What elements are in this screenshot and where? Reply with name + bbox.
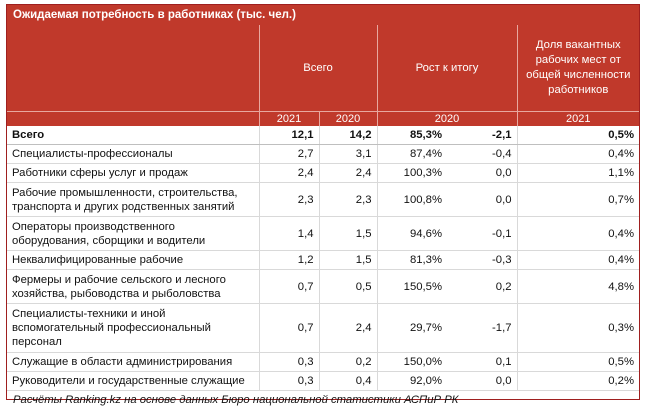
- data-table: [7, 25, 639, 391]
- table-container: [6, 4, 640, 406]
- row-value-2020: 2,4: [319, 304, 377, 353]
- row-value-2021: 2,7: [259, 145, 319, 164]
- table-row: [7, 372, 639, 391]
- row-name: Специалисты-профессионалы: [7, 145, 259, 164]
- row-name: Руководители и государственные служащие: [7, 372, 259, 391]
- row-name: Работники сферы услуг и продаж: [7, 164, 259, 183]
- row-value-2021: 0,7: [259, 270, 319, 304]
- row-vacancy-share: 0,5%: [517, 353, 639, 372]
- row-name: Операторы производственного оборудования, сборщики и водители: [7, 217, 259, 251]
- table-row: [7, 126, 639, 145]
- row-growth-pct: 85,3%: [377, 126, 447, 145]
- row-growth-diff: 0,0: [447, 183, 517, 217]
- row-value-2021: 1,4: [259, 217, 319, 251]
- row-value-2020: 0,5: [319, 270, 377, 304]
- row-growth-diff: -0,3: [447, 251, 517, 270]
- row-value-2020: 14,2: [319, 126, 377, 145]
- row-value-2020: 1,5: [319, 217, 377, 251]
- row-growth-diff: -2,1: [447, 126, 517, 145]
- row-growth-diff: 0,0: [447, 372, 517, 391]
- row-growth-diff: -0,1: [447, 217, 517, 251]
- row-vacancy-share: 0,2%: [517, 372, 639, 391]
- header-total: Всего: [259, 25, 377, 112]
- row-value-2021: 2,4: [259, 164, 319, 183]
- table-row: [7, 270, 639, 304]
- row-value-2021: 2,3: [259, 183, 319, 217]
- header-year-row: [7, 112, 639, 127]
- row-value-2020: 3,1: [319, 145, 377, 164]
- table-row: [7, 217, 639, 251]
- row-growth-pct: 92,0%: [377, 372, 447, 391]
- header-growth: Рост к итогу: [377, 25, 517, 112]
- row-name: Специалисты-техники и иной вспомогательный профессиональный персонал: [7, 304, 259, 353]
- header-year-2020-b: 2020: [377, 112, 517, 127]
- header-blank: [7, 25, 259, 112]
- row-growth-pct: 100,3%: [377, 164, 447, 183]
- table-row: [7, 251, 639, 270]
- row-value-2020: 2,4: [319, 164, 377, 183]
- row-name: Фермеры и рабочие сельского и лесного хозяйства, рыбоводства и рыболовства: [7, 270, 259, 304]
- row-growth-diff: -0,4: [447, 145, 517, 164]
- row-value-2020: 0,4: [319, 372, 377, 391]
- row-vacancy-share: 4,8%: [517, 270, 639, 304]
- row-name: Рабочие промышленности, строительства, транспорта и других родственных занятий: [7, 183, 259, 217]
- header-year-blank: [7, 112, 259, 127]
- header-vacancy-share: Доля вакантных рабочих мест от общей численности работников: [517, 25, 639, 112]
- row-vacancy-share: 0,4%: [517, 251, 639, 270]
- row-vacancy-share: 0,4%: [517, 145, 639, 164]
- row-value-2020: 2,3: [319, 183, 377, 217]
- row-vacancy-share: 1,1%: [517, 164, 639, 183]
- row-growth-pct: 81,3%: [377, 251, 447, 270]
- row-name: Неквалифицированные рабочие: [7, 251, 259, 270]
- row-vacancy-share: 0,4%: [517, 217, 639, 251]
- row-value-2020: 0,2: [319, 353, 377, 372]
- row-value-2021: 0,7: [259, 304, 319, 353]
- row-growth-pct: 100,8%: [377, 183, 447, 217]
- row-value-2021: 0,3: [259, 353, 319, 372]
- table-title: Ожидаемая потребность в работниках (тыс. чел.): [7, 5, 639, 25]
- row-growth-diff: 0,2: [447, 270, 517, 304]
- row-growth-pct: 150,5%: [377, 270, 447, 304]
- row-growth-pct: 87,4%: [377, 145, 447, 164]
- header-year-2021-a: 2021: [259, 112, 319, 127]
- row-vacancy-share: 0,3%: [517, 304, 639, 353]
- table-row: [7, 183, 639, 217]
- row-value-2021: 12,1: [259, 126, 319, 145]
- row-vacancy-share: 0,5%: [517, 126, 639, 145]
- row-value-2020: 1,5: [319, 251, 377, 270]
- row-name: Всего: [7, 126, 259, 145]
- header-year-2020-a: 2020: [319, 112, 377, 127]
- row-growth-diff: 0,0: [447, 164, 517, 183]
- row-growth-pct: 150,0%: [377, 353, 447, 372]
- header-year-2021-b: 2021: [517, 112, 639, 127]
- header-row: [7, 25, 639, 112]
- row-name: Служащие в области администрирования: [7, 353, 259, 372]
- source-footnote: Расчёты Ranking.kz на основе данных Бюро национальной статистики АСПиР РК: [13, 394, 459, 406]
- row-value-2021: 1,2: [259, 251, 319, 270]
- table-row: [7, 164, 639, 183]
- table-row: [7, 304, 639, 353]
- table-row: [7, 145, 639, 164]
- table-row: [7, 353, 639, 372]
- row-vacancy-share: 0,7%: [517, 183, 639, 217]
- row-growth-pct: 94,6%: [377, 217, 447, 251]
- row-growth-diff: 0,1: [447, 353, 517, 372]
- row-growth-pct: 29,7%: [377, 304, 447, 353]
- row-growth-diff: -1,7: [447, 304, 517, 353]
- row-value-2021: 0,3: [259, 372, 319, 391]
